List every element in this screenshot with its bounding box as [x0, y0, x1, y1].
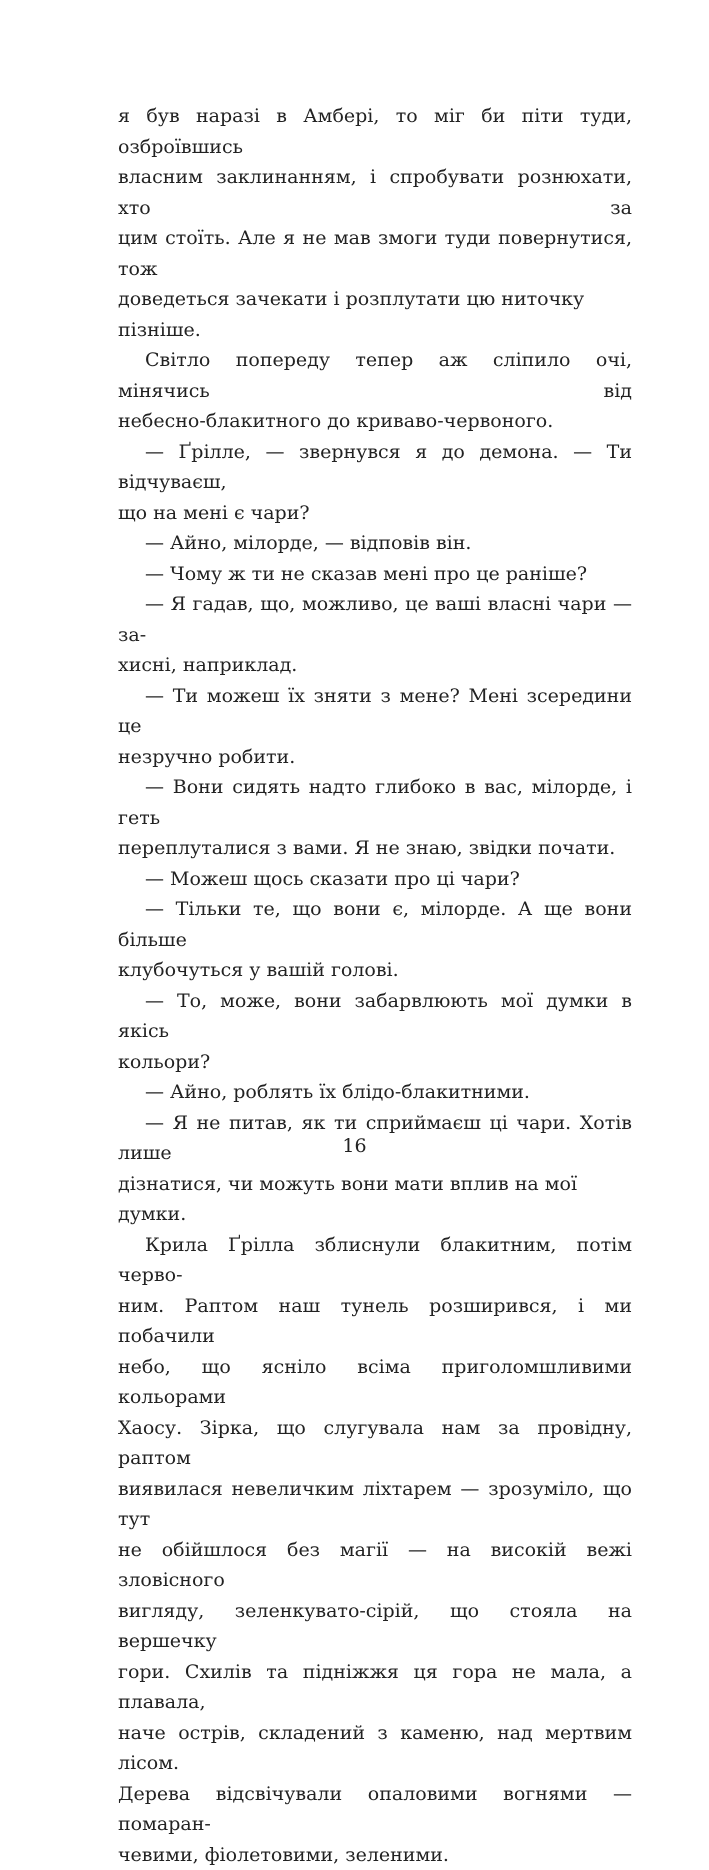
page-number: 16: [0, 1135, 709, 1157]
paragraph: [118, 894, 632, 986]
text-line: що на мені є чари?: [118, 498, 632, 529]
text-line: — Тільки те, що вони є, мілорде. А ще вони більше: [118, 894, 632, 955]
text-line: доведеться зачекати і розплутати цю ниточку пізніше.: [118, 284, 632, 345]
paragraph: [118, 1230, 632, 1870]
text-line: — То, може, вони забарвлюють мої думки в якісь: [118, 986, 632, 1047]
text-line: клубочуться у вашій голові.: [118, 955, 632, 986]
text-line: ним. Раптом наш тунель розширився, і ми побачили: [118, 1291, 632, 1352]
text-line: власним заклинанням, і спробувати рознюхати, хто за: [118, 162, 632, 223]
paragraph: [118, 772, 632, 864]
text-line: — Можеш щось сказати про ці чари?: [118, 864, 632, 895]
text-line: — Чому ж ти не сказав мені про це раніше?: [118, 559, 632, 590]
text-line: Крила Ґрілла зблиснули блакитним, потім черво-: [118, 1230, 632, 1291]
text-line: — Ти можеш їх зняти з мене? Мені зсередини це: [118, 681, 632, 742]
paragraph: [118, 437, 632, 529]
text-line: виявилася невеличким ліхтарем — зрозуміло, що тут: [118, 1474, 632, 1535]
paragraph: [118, 1077, 632, 1108]
text-line: — Я гадав, що, можливо, це ваші власні чари — за-: [118, 589, 632, 650]
body-text: [118, 101, 632, 1870]
paragraph: [118, 559, 632, 590]
text-line: чевими, фіолетовими, зеленими.: [118, 1840, 632, 1870]
text-line: гори. Схилів та підніжжя ця гора не мала, а плавала,: [118, 1657, 632, 1718]
text-line: — Ґрілле, — звернувся я до демона. — Ти відчуваєш,: [118, 437, 632, 498]
paragraph: [118, 681, 632, 773]
text-line: наче острів, складений з каменю, над мертвим лісом.: [118, 1718, 632, 1779]
text-line: хисні, наприклад.: [118, 650, 632, 681]
paragraph: [118, 1108, 632, 1230]
text-line: небесно-блакитного до криваво-червоного.: [118, 406, 632, 437]
paragraph: [118, 589, 632, 681]
text-line: не обійшлося без магії — на високій вежі зловісного: [118, 1535, 632, 1596]
text-line: Світло попереду тепер аж сліпило очі, мінячись від: [118, 345, 632, 406]
text-line: — Айно, мілорде, — відповів він.: [118, 528, 632, 559]
text-line: Хаосу. Зірка, що слугувала нам за провідну, раптом: [118, 1413, 632, 1474]
text-line: — Я не питав, як ти сприймаєш ці чари. Хотів лише: [118, 1108, 632, 1169]
text-line: я був наразі в Амбері, то міг би піти туди, озброївшись: [118, 101, 632, 162]
paragraph: [118, 345, 632, 437]
paragraph: [118, 101, 632, 345]
text-line: цим стоїть. Але я не мав змоги туди повернутися, тож: [118, 223, 632, 284]
text-line: — Вони сидять надто глибоко в вас, мілорде, і геть: [118, 772, 632, 833]
paragraph: [118, 986, 632, 1078]
text-line: кольори?: [118, 1047, 632, 1078]
paragraph: [118, 528, 632, 559]
text-line: — Айно, роблять їх блідо-блакитними.: [118, 1077, 632, 1108]
text-line: вигляду, зеленкувато-сірій, що стояла на вершечку: [118, 1596, 632, 1657]
text-line: дізнатися, чи можуть вони мати вплив на мої думки.: [118, 1169, 632, 1230]
text-line: небо, що ясніло всіма приголомшливими кольорами: [118, 1352, 632, 1413]
text-line: переплуталися з вами. Я не знаю, звідки почати.: [118, 833, 632, 864]
text-line: Дерева відсвічували опаловими вогнями — помаран-: [118, 1779, 632, 1840]
text-line: незручно робити.: [118, 742, 632, 773]
paragraph: [118, 864, 632, 895]
